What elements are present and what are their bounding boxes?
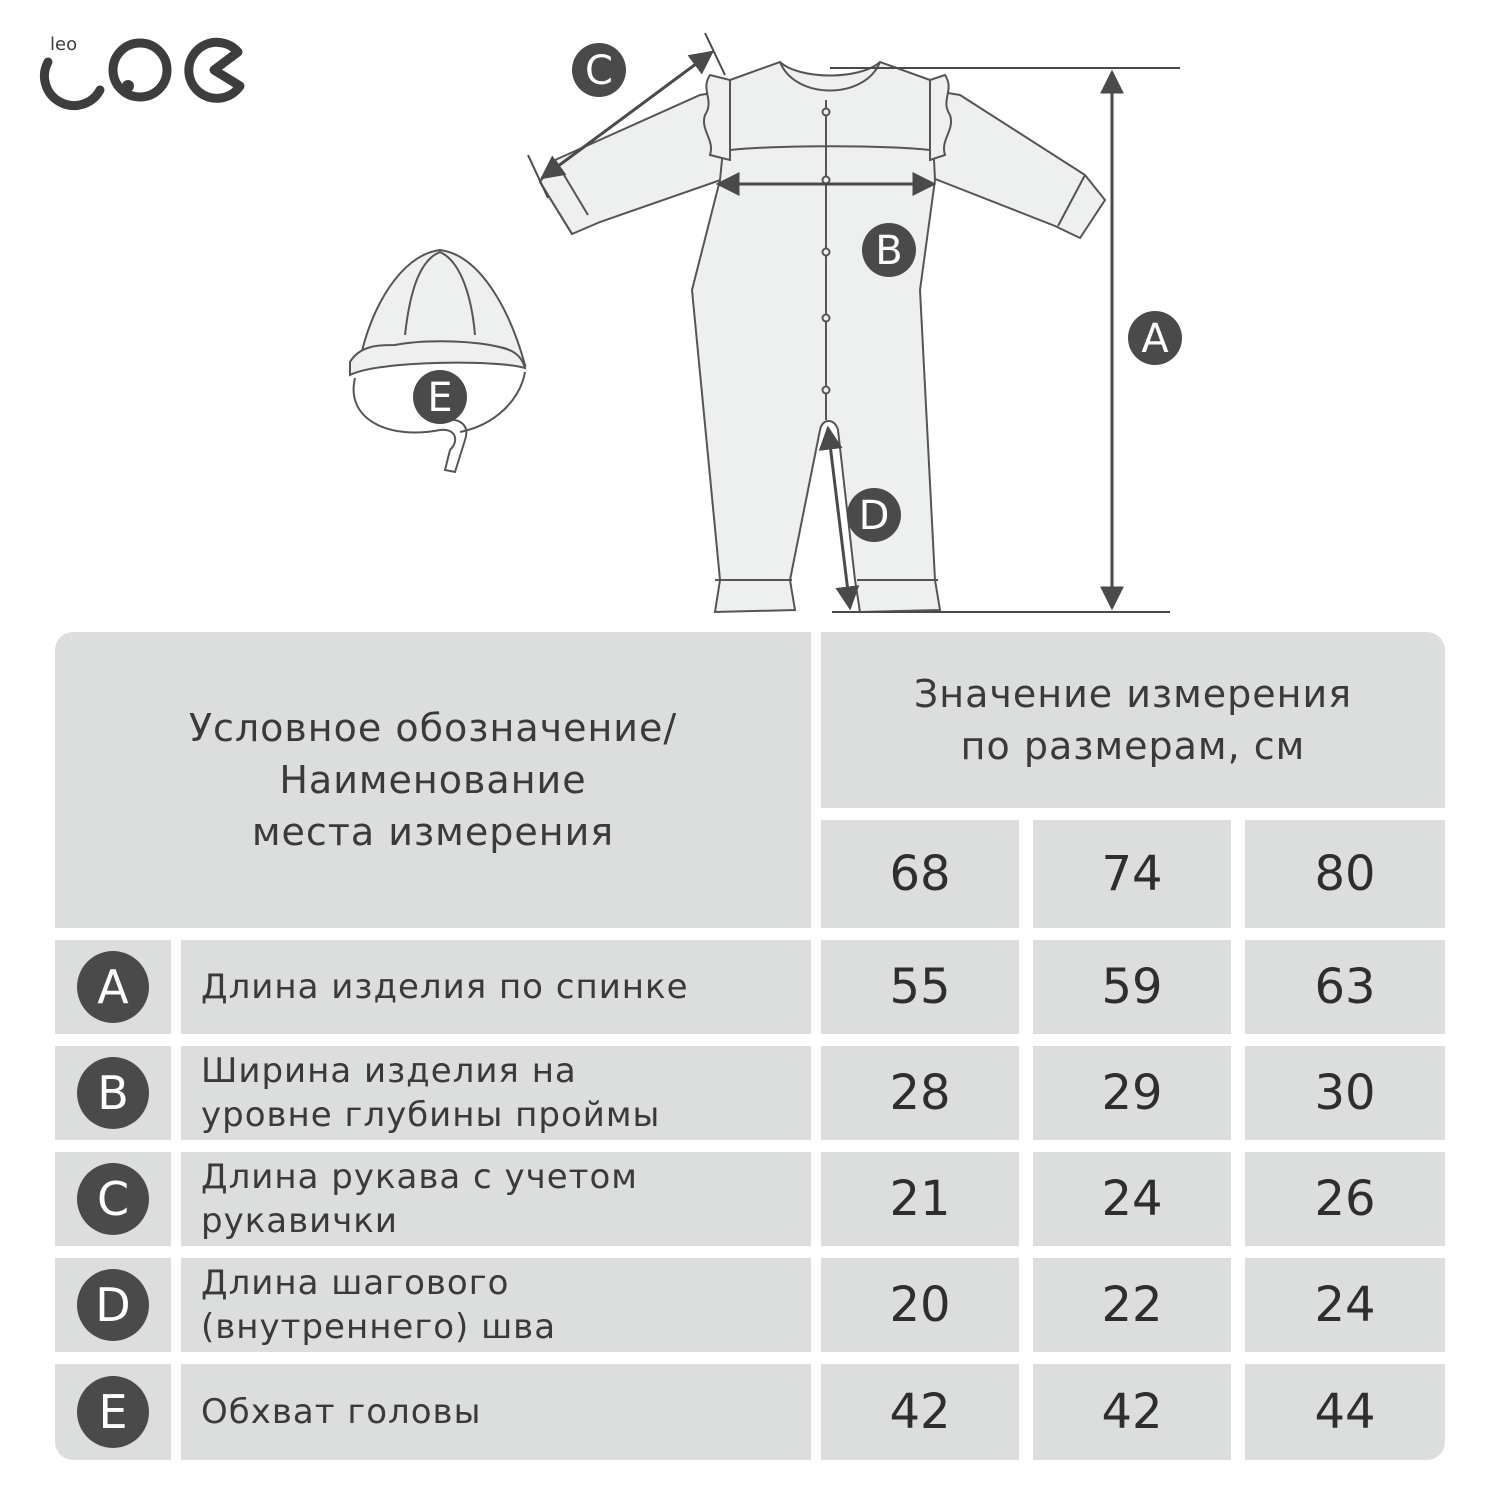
size-header-68: 68 — [821, 820, 1019, 928]
row-d-label: Длина шагового (внутреннего) шва — [181, 1258, 811, 1352]
garment-diagram — [0, 0, 1501, 630]
marker-b — [862, 223, 916, 277]
row-b-letter-cell — [55, 1046, 171, 1140]
marker-e — [413, 370, 467, 424]
size-header-80: 80 — [1245, 820, 1445, 928]
row-e-value-74: 42 — [1033, 1364, 1231, 1460]
bonnet-drawing — [350, 250, 525, 472]
svg-text:D: D — [858, 493, 890, 539]
row-a-value-80: 63 — [1245, 940, 1445, 1034]
marker-a — [1128, 311, 1182, 365]
row-e-letter-cell — [55, 1364, 171, 1460]
brand-logo — [44, 34, 240, 106]
row-d-value-80: 24 — [1245, 1258, 1445, 1352]
size-header-74: 74 — [1033, 820, 1231, 928]
row-c-value-68: 21 — [821, 1152, 1019, 1246]
row-c-value-80: 26 — [1245, 1152, 1445, 1246]
row-c-letter-cell — [55, 1152, 171, 1246]
row-b-value-74: 29 — [1033, 1046, 1231, 1140]
row-e-badge: E — [77, 1376, 149, 1448]
row-c-label: Длина рукава с учетом рукавички — [181, 1152, 811, 1246]
row-b-value-80: 30 — [1245, 1046, 1445, 1140]
row-c-value-74: 24 — [1033, 1152, 1231, 1246]
row-b-value-68: 28 — [821, 1046, 1019, 1140]
marker-d — [847, 488, 901, 542]
marker-c — [572, 43, 626, 97]
row-e-value-80: 44 — [1245, 1364, 1445, 1460]
row-d-value-74: 22 — [1033, 1258, 1231, 1352]
row-d-value-68: 20 — [821, 1258, 1019, 1352]
logo-small-text: leo — [50, 34, 78, 55]
svg-text:E: E — [427, 375, 453, 421]
row-b-badge: B — [77, 1057, 149, 1129]
header-values: Значение измерения по размерам, см — [913, 672, 1353, 768]
row-a-value-68: 55 — [821, 940, 1019, 1034]
romper-drawing — [540, 62, 1105, 612]
row-e-label: Обхват головы — [181, 1364, 811, 1460]
row-a-value-74: 59 — [1033, 940, 1231, 1034]
header-label-cell — [55, 632, 811, 928]
row-d-letter-cell — [55, 1258, 171, 1352]
svg-text:B: B — [875, 228, 903, 274]
row-b-label: Ширина изделия на уровне глубины проймы — [181, 1046, 811, 1140]
svg-text:A: A — [1141, 316, 1169, 362]
row-a-label: Длина изделия по спинке — [181, 940, 811, 1034]
header-values-cell — [821, 632, 1445, 808]
row-e-value-68: 42 — [821, 1364, 1019, 1460]
row-a-letter-cell — [55, 940, 171, 1034]
row-a-badge: A — [77, 951, 149, 1023]
row-d-badge: D — [77, 1269, 149, 1341]
svg-text:C: C — [585, 48, 613, 94]
header-label: Условное обозначение/ Наименование места измерения — [188, 706, 678, 854]
row-c-badge: C — [77, 1163, 149, 1235]
